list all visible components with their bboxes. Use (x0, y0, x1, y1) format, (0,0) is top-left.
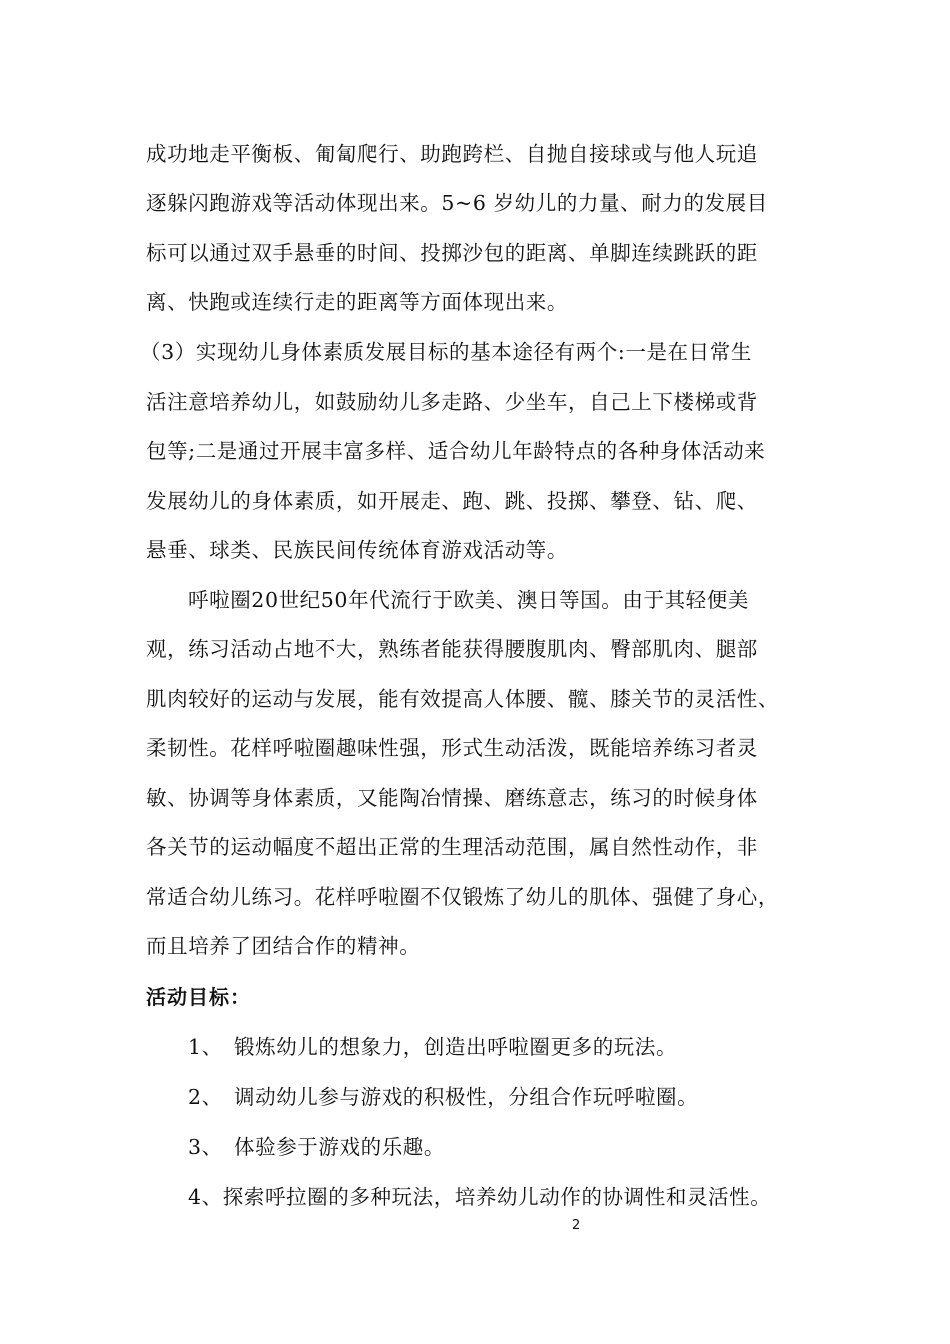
paragraph3-line-3: 肌肉较好的运动与发展，能有效提高人体腰、髋、膝关节的灵活性、 (146, 687, 779, 711)
paragraph2-line-1: （3）实现幼儿身体素质发展目标的基本途径有两个:一是在日常生 (140, 340, 752, 364)
paragraph1-line-2: 逐躲闪跑游戏等活动体现出来。5~6 岁幼儿的力量、耐力的发展目 (146, 191, 768, 215)
goals-heading: 活动目标： (146, 985, 251, 1009)
goal-item-1 (188, 1033, 677, 1061)
goal-text: 探索呼拉圈的多种玩法，培养幼儿动作的协调性和灵活性。 (222, 1185, 772, 1209)
goal-text: 锻炼幼儿的想象力，创造出呼啦圈更多的玩法。 (234, 1035, 678, 1059)
paragraph3-line-6: 各关节的运动幅度不超出正常的生理活动范围，属自然性动作，非 (146, 835, 758, 859)
goal-text: 体验参于游戏的乐趣。 (234, 1135, 445, 1159)
goal-text: 调动幼儿参与游戏的积极性，分组合作玩呼啦圈。 (234, 1085, 699, 1109)
paragraph2-line-3: 包等;二是通过开展丰富多样、适合幼儿年龄特点的各种身体活动来 (146, 439, 766, 463)
paragraph1-line-4: 离、快跑或连续行走的距离等方面体现出来。 (146, 290, 568, 314)
paragraph2-line-4: 发展幼儿的身体素质，如开展走、跑、跳、投掷、攀登、钻、爬、 (146, 489, 758, 513)
paragraph3-line-5: 敏、协调等身体素质，又能陶冶情操、磨练意志，练习的时候身体 (146, 786, 758, 810)
goal-number: 4、 (188, 1185, 223, 1209)
goal-item-4 (188, 1183, 771, 1211)
goal-number: 2、 (188, 1085, 223, 1109)
paragraph3-line-1: 呼啦圈20世纪50年代流行于欧美、澳日等国。由于其轻便美 (188, 588, 749, 612)
goal-number: 3、 (188, 1135, 223, 1159)
goal-number: 1、 (188, 1035, 223, 1059)
paragraph3-line-8: 而且培养了团结合作的精神。 (146, 934, 421, 958)
paragraph2-line-5: 悬垂、球类、民族民间传统体育游戏活动等。 (146, 538, 568, 562)
paragraph3-line-2: 观，练习活动占地不大，熟练者能获得腰腹肌肉、臀部肌肉、腿部 (146, 637, 758, 661)
goal-item-2 (188, 1083, 698, 1111)
paragraph2-line-2: 活注意培养幼儿，如鼓励幼儿多走路、少坐车，自己上下楼梯或背 (146, 390, 758, 414)
paragraph3-line-4: 柔韧性。花样呼啦圈趣味性强，形式生动活泼，既能培养练习者灵 (146, 736, 758, 760)
page-number: 2 (572, 1218, 581, 1233)
paragraph1-line-1: 成功地走平衡板、匍匐爬行、助跑跨栏、自抛自接球或与他人玩追 (146, 142, 758, 166)
paragraph3-line-7: 常适合幼儿练习。花样呼啦圈不仅锻炼了幼儿的肌体、强健了身心， (146, 885, 779, 909)
paragraph1-line-3: 标可以通过双手悬垂的时间、投掷沙包的距离、单脚连续跳跃的距 (146, 241, 758, 265)
goal-item-3 (188, 1133, 445, 1161)
